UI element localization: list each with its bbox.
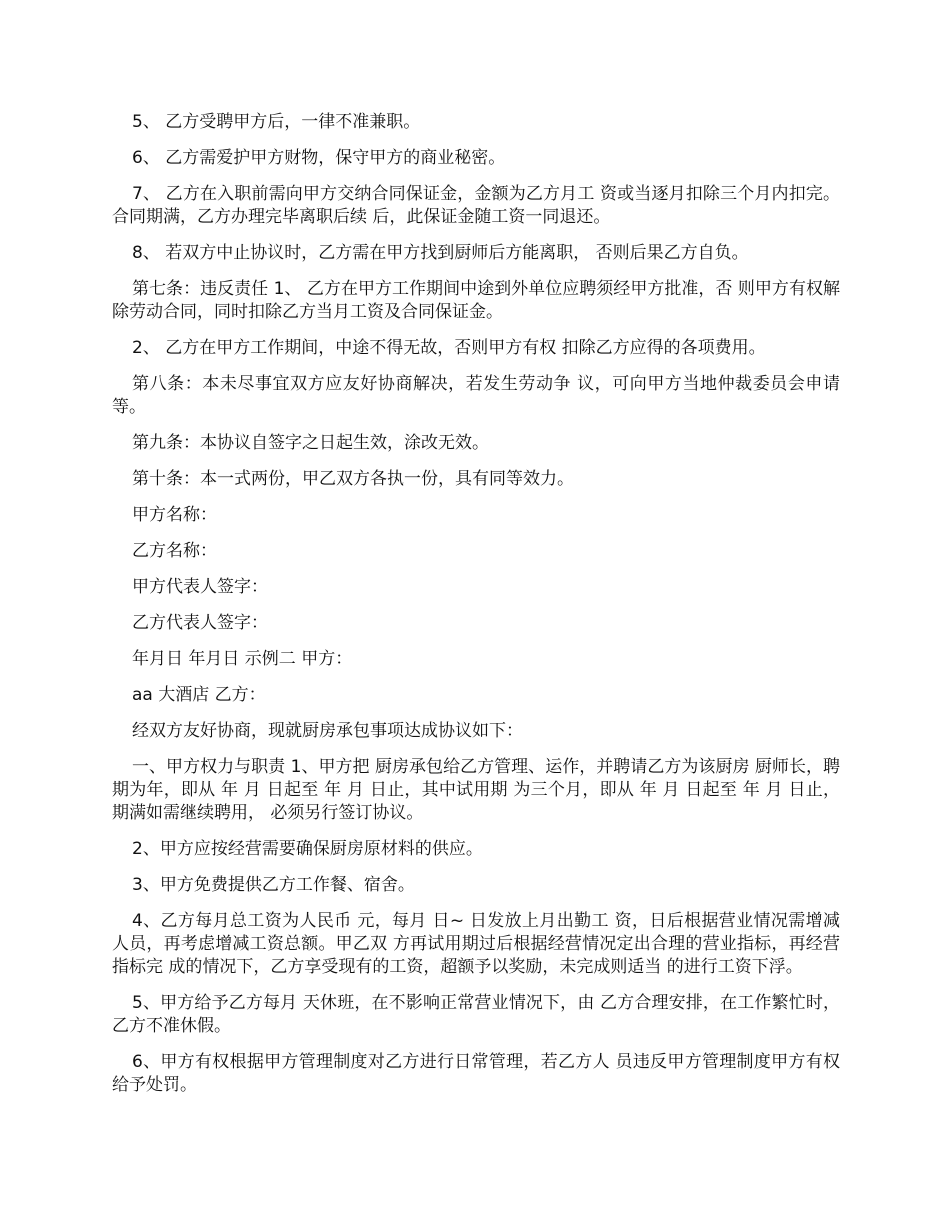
paragraph: 第七条：违反责任 1、 乙方在甲方工作期间中途到外单位应聘须经甲方批准，否 则甲方有权解除劳动合同，同时扣除乙方当月工资及合同保证金。 bbox=[112, 279, 840, 322]
paragraph: 8、 若双方中止协议时，乙方需在甲方找到厨师后方能离职， 否则后果乙方自负。 bbox=[132, 243, 749, 263]
paragraph: aa 大酒店 乙方： bbox=[132, 685, 266, 705]
party-a-name-label: 甲方名称： bbox=[132, 505, 217, 525]
paragraph: 3、甲方免费提供乙方工作餐、宿舍。 bbox=[132, 875, 415, 895]
paragraph: 第十条：本一式两份，甲乙双方各执一份，具有同等效力。 bbox=[132, 469, 574, 489]
paragraph: 6、 乙方需爱护甲方财物，保守甲方的商业秘密。 bbox=[132, 148, 506, 168]
paragraph: 一、甲方权力与职责 1、甲方把 厨房承包给乙方管理、运作，并聘请乙方为该厨房 厨师长，聘期为年，即从 年 月 日起至 年 月 日止，其中试用期 为三个月，即从 年 月 日起至 年 月 日止，期满如需继续聘用， 必须另行签订协议。 bbox=[112, 757, 840, 823]
paragraph: 2、 乙方在甲方工作期间，中途不得无故，否则甲方有权 扣除乙方应得的各项费用。 bbox=[132, 338, 766, 358]
party-b-name-label: 乙方名称： bbox=[132, 541, 217, 561]
party-b-signature-label: 乙方代表人签字： bbox=[132, 613, 268, 633]
paragraph: 第九条：本协议自签字之日起生效，涂改无效。 bbox=[132, 433, 489, 453]
paragraph: 年月日 年月日 示例二 甲方： bbox=[132, 649, 353, 669]
paragraph: 经双方友好协商，现就厨房承包事项达成协议如下： bbox=[132, 721, 523, 741]
paragraph: 5、甲方给予乙方每月 天休班，在不影响正常营业情况下，由 乙方合理安排，在工作繁忙时，乙方不准休假。 bbox=[112, 993, 840, 1036]
paragraph: 2、甲方应按经营需要确保厨房原材料的供应。 bbox=[132, 839, 483, 859]
paragraph: 7、 乙方在入职前需向甲方交纳合同保证金，金额为乙方月工 资或当逐月扣除三个月内扣完。合同期满，乙方办理完毕离职后续 后，此保证金随工资一同退还。 bbox=[112, 184, 840, 227]
paragraph: 4、乙方每月总工资为人民币 元，每月 日~ 日发放上月出勤工 资，日后根据营业情况需增减人员，再考虑增减工资总额。甲乙双 方再试用期过后根据经营情况定出合理的营业指标，再经营指标完 成的情况下，乙方享受现有的工资，超额予以奖励，未完成则适当 的进行工资下浮。 bbox=[112, 911, 840, 977]
paragraph: 第八条：本未尽事宜双方应友好协商解决，若发生劳动争 议，可向甲方当地仲裁委员会申请等。 bbox=[112, 374, 840, 417]
paragraph: 6、甲方有权根据甲方管理制度对乙方进行日常管理，若乙方人 员违反甲方管理制度甲方有权给予处罚。 bbox=[112, 1052, 840, 1095]
document-body bbox=[112, 111, 840, 1110]
paragraph: 5、 乙方受聘甲方后，一律不准兼职。 bbox=[132, 112, 421, 132]
party-a-signature-label: 甲方代表人签字： bbox=[132, 577, 268, 597]
